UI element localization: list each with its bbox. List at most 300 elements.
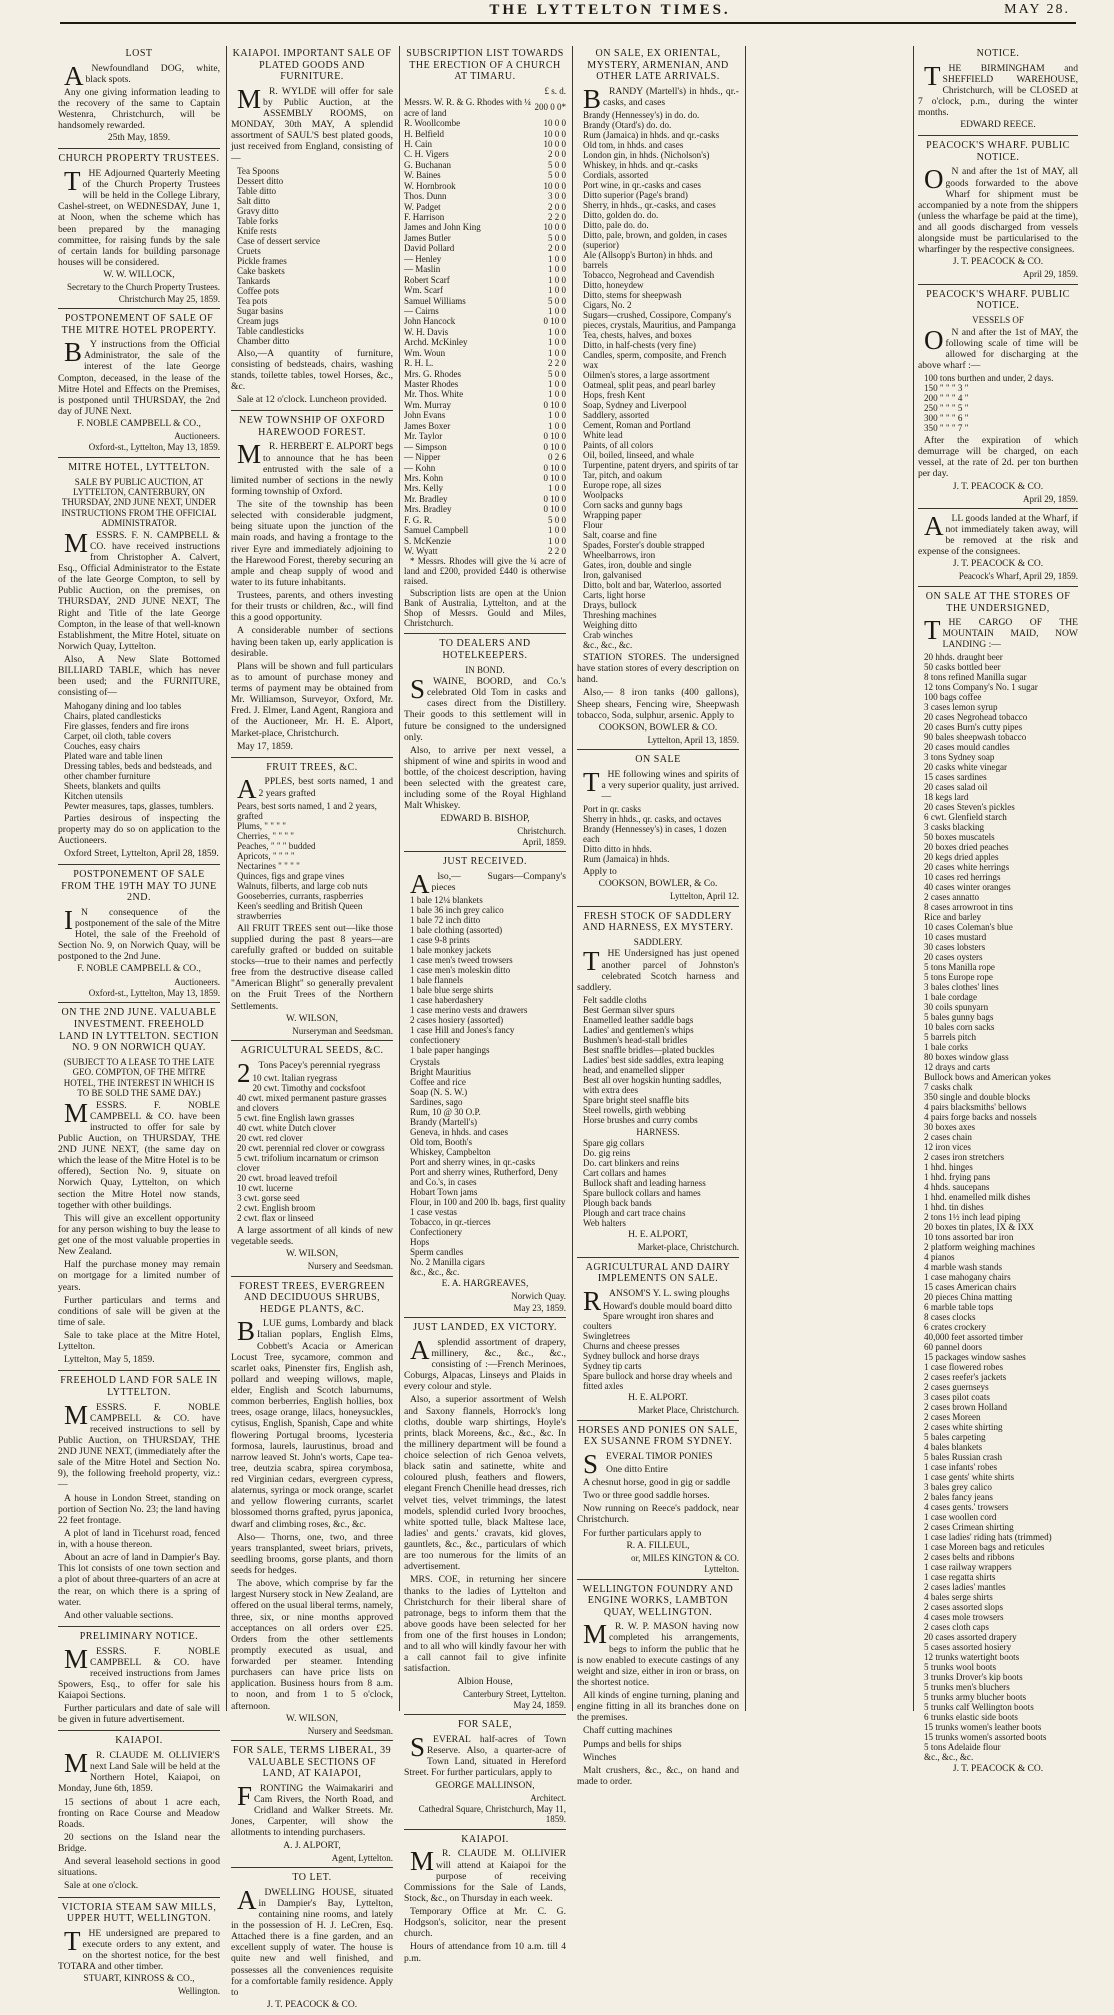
table-row bbox=[404, 275, 566, 285]
table-row bbox=[404, 327, 566, 337]
subscription-amount: 2 2 0 bbox=[548, 212, 566, 223]
ad-signature: H. E. ALPORT, bbox=[628, 1230, 688, 1241]
ad-paragraph: Also,— Sugars—Company's pieces bbox=[410, 869, 566, 900]
subscription-amount: 1 0 0 bbox=[548, 264, 566, 275]
list-item: 2 cases hosiery (assorted) bbox=[410, 1015, 504, 1026]
list-item: Sugar basins bbox=[237, 305, 284, 316]
list-item: Tea, chests, halves, and boxes bbox=[583, 330, 692, 341]
advertisement bbox=[404, 1834, 566, 1969]
list-item: 1 case Hill and Jones's fancy confectionery bbox=[410, 1025, 515, 1046]
subscriber-name: — Nipper bbox=[404, 452, 441, 463]
ad-signature: J. T. PEACOCK & CO. bbox=[952, 1764, 1044, 1775]
list-item: 15 trunks women's leather boots bbox=[924, 1722, 1042, 1733]
ad-signature: EDWARD REECE. bbox=[960, 120, 1036, 131]
list-item: Paints, of all colors bbox=[583, 440, 654, 451]
list-item: Bushmen's head-stall bridles bbox=[583, 1034, 688, 1045]
ad-paragraph: APPLES, best sorts named, 1 and 2 years grafted bbox=[237, 774, 393, 805]
list-item: 12 trunks watertight boots bbox=[924, 1652, 1020, 1663]
ad-heading: TO DEALERS AND HOTELKEEPERS. bbox=[439, 638, 531, 662]
list-item: 50 casks bottled beer bbox=[924, 662, 1001, 673]
list-item: 1 case flowered robes bbox=[924, 1362, 1004, 1373]
ad-paragraph: Malt crushers, &c., &c., on hand and made to order. bbox=[577, 1764, 739, 1787]
ad-signature: GEORGE MALLINSON, bbox=[435, 1780, 535, 1791]
list-item: 20 cases salad oil bbox=[924, 782, 988, 793]
advertisement bbox=[231, 1045, 393, 1276]
list-item: Coffee pots bbox=[237, 285, 280, 296]
list-item: 1 case haberdashery bbox=[410, 995, 484, 1006]
advertisement bbox=[577, 911, 739, 1258]
list-item: Sherry, in hhds., qr.-casks, and cases bbox=[583, 200, 716, 211]
list-item: Do. cart blinkers and reins bbox=[583, 1158, 680, 1169]
list-item: Tobacco, in qr.-tierces bbox=[410, 1217, 491, 1228]
ad-heading: ON SALE AT THE STORES OF THE UNDERSIGNED, bbox=[925, 590, 1071, 614]
subscription-amount: 10 0 0 bbox=[543, 128, 566, 139]
list-item: 20 cwt. red clover bbox=[237, 1132, 303, 1143]
list-item: 5 tons Manilla rope bbox=[924, 962, 995, 973]
list-item: Cream jugs bbox=[237, 315, 279, 326]
ad-heading: NOTICE. bbox=[976, 48, 1020, 59]
list-item: Tea pots bbox=[237, 295, 268, 306]
column-rule bbox=[745, 46, 746, 1711]
list-item: Walnuts, filberts, and large cob nuts bbox=[237, 880, 368, 891]
ad-signature: J. T. PEACOCK & CO. bbox=[952, 559, 1044, 570]
list-item: 1 case Moreen bags and reticules bbox=[924, 1542, 1045, 1553]
list-item: 2 cases reefer's jackets bbox=[924, 1372, 1007, 1383]
list-item: Spare gig collars bbox=[583, 1138, 645, 1149]
list-item: 8 cases clocks bbox=[924, 1312, 976, 1323]
list-item: 2 bales fancy jeans bbox=[924, 1492, 993, 1503]
ad-paragraph: Oxford Street, Lyttelton, April 28, 1859. bbox=[64, 847, 219, 859]
advertisement bbox=[918, 591, 1078, 1780]
subscription-amount: 10 0 0 bbox=[543, 180, 566, 191]
ad-signature: May 24, 1859. bbox=[513, 1700, 566, 1711]
list-item: 20 casks white vinegar bbox=[924, 762, 1008, 773]
subscriber-name: David Pollard bbox=[404, 243, 455, 254]
table-row bbox=[404, 170, 566, 180]
ad-paragraph: THE Undersigned has just opened another parcel of Johnston's celebrated Scotch harness and saddlery. bbox=[577, 946, 739, 993]
table-row bbox=[404, 504, 566, 514]
list-item: Saddlery, assorted bbox=[583, 410, 650, 421]
list-item: Spare wrought iron shares and coulters bbox=[583, 1311, 714, 1332]
list-item: 4 pianos bbox=[924, 1252, 955, 1263]
table-row bbox=[404, 536, 566, 546]
list-item: Ditto, bolt and bar, Waterloo, assorted bbox=[583, 580, 722, 591]
advertisement bbox=[918, 140, 1078, 285]
ad-paragraph: All FRUIT TREES sent out—like those supplied during the past 8 years—are carefully grafted or budded on suitable stocks—true to their names and perfectly free from the destructive disease called "American Blight" so generally prevalent on the Fruit Trees of the Northern Settlements. bbox=[231, 922, 393, 1012]
ad-paragraph: IN consequence of the postponement of the sale of the Mitre Hotel, the sale of the Freehold of Section No. 9, on Norwich Quay, will be postponed to the 2nd June. bbox=[58, 904, 220, 963]
list-item: 1 case men's moleskin ditto bbox=[410, 965, 511, 976]
table-row bbox=[404, 525, 566, 535]
subscription-amount: 0 10 0 bbox=[543, 493, 566, 504]
subscriber-name: Mr. Thos. White bbox=[404, 389, 464, 400]
item-list bbox=[231, 1073, 393, 1223]
list-item: Kitchen utensils bbox=[64, 790, 123, 801]
list-item: Bullock bows and American yokes bbox=[924, 1072, 1051, 1083]
ad-paragraph: Hours of attendance from 10 a.m. till 4 p.m. bbox=[404, 1941, 566, 1964]
ad-paragraph: Sale at 12 o'clock. Luncheon provided. bbox=[237, 394, 387, 406]
list-item: 30 boxes axes bbox=[924, 1122, 976, 1133]
subscription-footer: Subscription lists are open at the Union Bank of Australia, Lyttelton, and at the Shop of Messrs. Gould and Miles, Christchurch. bbox=[404, 588, 566, 629]
list-item: Spare bright steel snaffle bits bbox=[583, 1094, 689, 1105]
list-item: Horse brushes and curry combs bbox=[583, 1114, 698, 1125]
list-item: 1 hhd. hinges bbox=[924, 1162, 973, 1173]
ad-signature: F. NOBLE CAMPBELL & CO., bbox=[77, 964, 201, 975]
ad-paragraph: MESSRS. F. NOBLE CAMPBELL & CO. have received instructions to sell by Public Auction, on THURSDAY, THE 2ND JUNE NEXT, (immediately after the sale of the Mitre Hotel and Section No. 9), the following freehold property, viz.:— bbox=[58, 1399, 220, 1491]
ad-paragraph: A plot of land in Ticehurst road, fenced in, with a house thereon. bbox=[58, 1527, 220, 1551]
list-item: 350 " " " 7 " bbox=[924, 423, 969, 433]
ad-paragraph: SEVERAL half-acres of Town Reserve. Also, a quarter-acre of Town Land, situated in Hereford Street. For further particulars, apply to bbox=[404, 1732, 566, 1779]
ad-signature: April 29, 1859. bbox=[1023, 269, 1078, 280]
list-item: Case of dessert service bbox=[237, 235, 321, 246]
subscription-amount: 1 0 0 bbox=[548, 347, 566, 358]
table-row bbox=[404, 296, 566, 306]
list-item: Iron, galvanised bbox=[583, 570, 642, 581]
list-item: 4 marble wash stands bbox=[924, 1262, 1003, 1273]
ad-paragraph: A considerable number of sections having been taken up, early application is desirable. bbox=[231, 625, 393, 659]
subscription-amount: 5 0 0 bbox=[548, 170, 566, 181]
list-item: Peaches, " " " budded bbox=[237, 840, 316, 851]
subscription-amount: 0 10 0 bbox=[543, 316, 566, 327]
ad-paragraph: SWAINE, BOORD, and Co.'s celebrated Old Tom in casks and cases direct from the Distillery. Their goods to this settlement will in future be consigned to the undersigned only. bbox=[404, 674, 566, 743]
ad-paragraph: BY instructions from the Official Administrator, the sale of the interest of the late George Compton, deceased, in the lease of the Mitre Hotel and Effects on the Premises, is postponed until THURSDAY, the 2nd day of JUNE Next. bbox=[58, 337, 220, 417]
advertisement bbox=[58, 869, 220, 1003]
column-4 bbox=[577, 46, 739, 1787]
subscription-amount: 0 10 0 bbox=[543, 441, 566, 452]
ad-heading: MITRE HOTEL, LYTTELTON. bbox=[68, 461, 210, 473]
ad-paragraph: The site of the township has been selected with considerable judgment, being situate upon the junction of the main roads, and having a frontage to the river Eyre and immediately adjoining to the Harewood Forest, thereby securing an ample and cheap supply of wood and water to its future inhabitants. bbox=[231, 499, 393, 588]
ad-paragraph: After the expiration of which demurrage will be charged, on each vessel, at the rate of 2d. per ton burthen per day. bbox=[918, 435, 1078, 480]
subscriber-name: — Simpson bbox=[404, 441, 447, 452]
list-item: 2 cases cloth caps bbox=[924, 1622, 989, 1633]
table-row bbox=[404, 421, 566, 431]
table-row bbox=[404, 494, 566, 504]
advertisement bbox=[58, 313, 220, 458]
ad-paragraph: Winches bbox=[583, 1751, 617, 1763]
list-item: Felt saddle cloths bbox=[583, 994, 647, 1005]
ad-signature: Market-place, Christchurch. bbox=[637, 1242, 739, 1253]
list-item: Cherries, " " " " bbox=[237, 830, 295, 841]
column-rule bbox=[399, 46, 400, 1711]
advertisement bbox=[404, 1322, 566, 1715]
subscriber-name: John Hancock bbox=[404, 316, 456, 327]
list-item: 1 case gents' white shirts bbox=[924, 1472, 1015, 1483]
list-item: 2 tons 1½ inch lead piping bbox=[924, 1212, 1021, 1223]
list-item: 10 bales corn sacks bbox=[924, 1022, 995, 1033]
list-item: Plated ware and table linen bbox=[64, 750, 163, 761]
list-item: 20 cases oysters bbox=[924, 952, 983, 963]
ad-paragraph: A house in London Street, standing on portion of Section No. 23; the land having 22 feet frontage. bbox=[58, 1492, 221, 1526]
ad-signature: Canterbury Street, Lyttelton. bbox=[463, 1688, 566, 1699]
table-row bbox=[404, 202, 566, 212]
list-item: 12 drays and carts bbox=[924, 1062, 990, 1073]
list-item: 6 trunks elastic side boots bbox=[924, 1712, 1018, 1723]
ad-heading: KAIAPOI. IMPORTANT SALE OF PLATED GOODS AND FURNITURE. bbox=[232, 48, 392, 83]
subscriber-name: Mrs. G. Rhodes bbox=[404, 368, 462, 379]
ad-signature: Christchurch. bbox=[517, 825, 566, 836]
list-item: Web halters bbox=[583, 1218, 626, 1229]
list-item: Brandy (Otard's) do. do. bbox=[583, 120, 672, 131]
list-item: Churns and cheese presses bbox=[583, 1341, 680, 1352]
list-item: 10 cwt. lucerne bbox=[237, 1182, 293, 1193]
ad-heading: AGRICULTURAL SEEDS, &C. bbox=[240, 1045, 384, 1057]
masthead-date: MAY 28. bbox=[1004, 2, 1070, 17]
ad-paragraph: STATION STORES. The undersigned have station stores of every description on hand. bbox=[577, 652, 739, 686]
list-item: 8 tons refined Manilla sugar bbox=[924, 672, 1027, 683]
item-list bbox=[404, 895, 566, 1055]
list-item: 1 bale 72 inch ditto bbox=[410, 915, 481, 926]
ad-signature: STUART, KINROSS & CO., bbox=[83, 1974, 195, 1985]
list-item: 10 cases mustard bbox=[924, 932, 987, 943]
subscriber-name: Mrs. Bradley bbox=[404, 504, 452, 515]
list-item: Cake baskets bbox=[237, 265, 285, 276]
item-list bbox=[577, 110, 739, 650]
subscriber-name: W. Baines bbox=[404, 170, 441, 181]
ad-heading: CHURCH PROPERTY TRUSTEES. bbox=[58, 153, 220, 165]
list-item: Tankards bbox=[237, 275, 271, 286]
masthead bbox=[60, 0, 1076, 24]
ad-paragraph: Now running on Reece's paddock, near Christchurch. bbox=[577, 1503, 739, 1526]
subscriber-name: W. Padget bbox=[404, 201, 441, 212]
ad-signature: EDWARD B. BISHOP, bbox=[440, 813, 530, 824]
subscription-note: * Messrs. Rhodes will give the ¼ acre of land and £200, provided £440 is otherwise raised. bbox=[404, 556, 566, 587]
table-row bbox=[404, 233, 566, 243]
ad-paragraph: THE CARGO OF THE MOUNTAIN MAID, NOW LANDING :— bbox=[924, 615, 1078, 651]
list-item: 1 case men's tweed trowsers bbox=[410, 955, 513, 966]
ad-paragraph: One ditto Entire bbox=[606, 1463, 668, 1475]
list-item: 2 platform weighing machines bbox=[924, 1242, 1035, 1253]
list-item: 5 trunks wool boots bbox=[924, 1662, 996, 1673]
list-item: Ale (Allsopp's Burton) in hhds. and barrels bbox=[583, 250, 713, 271]
list-item: 90 bales sheepwash tobacco bbox=[924, 732, 1027, 743]
list-item: Ladies' best side saddles, extra leaping head, and enamelled slipper bbox=[583, 1054, 724, 1075]
list-item: Europe rope, all sizes bbox=[583, 480, 662, 491]
ad-paragraph: 2Tons Pacey's perennial ryegrass bbox=[237, 1057, 381, 1088]
ad-paragraph: MR. CLAUDE M. OLLIVIER'S next Land Sale will be held at the Northern Hotel, Kaiapoi, on Monday, June 6th, 1859. bbox=[58, 1748, 220, 1795]
column-rule bbox=[572, 46, 573, 1711]
advertisement bbox=[58, 1375, 220, 1627]
list-item: 15 packages window sashes bbox=[924, 1352, 1026, 1363]
column-5 bbox=[918, 46, 1078, 1775]
table-row bbox=[404, 129, 566, 139]
ad-heading: FOR SALE, bbox=[458, 1719, 512, 1731]
list-item: Ladies' and gentlemen's whips bbox=[583, 1024, 694, 1035]
ad-paragraph: And several leasehold sections in good situations. bbox=[58, 1856, 220, 1879]
ad-signature: Lyttelton, April 12. bbox=[670, 891, 739, 902]
list-item: 12 iron vices bbox=[924, 1142, 971, 1153]
list-item: 3 cases pilot coats bbox=[924, 1392, 990, 1403]
item-list bbox=[918, 373, 1078, 433]
subscriber-name: Archd. McKinley bbox=[404, 337, 468, 348]
subscription-amount: 200 0 0* bbox=[534, 102, 566, 113]
ad-signature: J. T. PEACOCK & CO. bbox=[952, 257, 1044, 268]
list-item: Plough and cart trace chains bbox=[583, 1208, 686, 1219]
list-item: 2 cases annatto bbox=[924, 892, 980, 903]
ad-paragraph: ON and after the 1st of MAY, the following scale of time will be allowed for discharging at the above wharf :— bbox=[918, 324, 1078, 371]
ad-paragraph: MR. WYLDE will offer for sale by Public Auction, at the ASSEMBLY ROOMS, on MONDAY, 30th MAY, A splendid assortment of SAUL'S best plated goods, just received from England, consisting of— bbox=[231, 83, 393, 164]
list-item: 3 cwt. gorse seed bbox=[237, 1192, 300, 1203]
table-row bbox=[404, 389, 566, 399]
list-item: Port wine, in qr.-casks and cases bbox=[583, 180, 701, 191]
list-item: Sheets, blankets and quilts bbox=[64, 780, 161, 791]
ad-signature: J. T. PEACOCK & CO. bbox=[266, 1999, 358, 2010]
list-item: 5 bales carpeting bbox=[924, 1432, 986, 1443]
ad-signature: Secretary to the Church Property Trustees. bbox=[67, 282, 220, 293]
list-item: Bullock shaft and leading harness bbox=[583, 1178, 706, 1189]
ad-paragraph: THE Adjourned Quarterly Meeting of the Church Property Trustees will be held in the College Library, Cashel-street, on WEDNESDAY, June 1, at Noon, when the scheme which has been prepared by the managing committee, for raising funds by the sale of certain lands for building parsonage houses will be considered. bbox=[58, 165, 220, 268]
ad-paragraph: MRS. COE, in returning her sincere thanks to the ladies of Lyttelton and Christchurch for their liberal share of patronage, begs to inform them that the above goods have been selected for her from one of the first houses in London; and to all who will kindly favour her with a call cannot fail to give infinite satisfaction. bbox=[404, 1574, 566, 1675]
subscription-amount: 5 0 0 bbox=[548, 159, 566, 170]
ad-signature: April 29, 1859. bbox=[1023, 493, 1078, 504]
list-item: 2 cases belts and ribbons bbox=[924, 1552, 1015, 1563]
ad-signature: Oxford-st., Lyttelton, May 13, 1859. bbox=[88, 987, 220, 998]
list-item: 15 trunks women's assorted boots bbox=[924, 1732, 1047, 1743]
subscriber-name: — Henley bbox=[404, 253, 442, 264]
list-item: Candles, sperm, composite, and French wax bbox=[583, 350, 727, 371]
ad-signature: Market Place, Christchurch. bbox=[638, 1405, 739, 1416]
ad-signature: W. WILSON, bbox=[286, 1713, 338, 1724]
table-row bbox=[404, 243, 566, 253]
advertisement bbox=[577, 1262, 739, 1421]
ad-heading: LOST bbox=[125, 48, 153, 59]
list-item: Sherry in hhds., qr. casks, and octaves bbox=[583, 814, 722, 825]
column-3 bbox=[404, 46, 566, 1964]
advertisement bbox=[918, 510, 1078, 587]
advertisement bbox=[231, 1872, 393, 2015]
subscription-amount: 1 0 0 bbox=[548, 285, 566, 296]
list-item: Sydney tip carts bbox=[583, 1361, 642, 1372]
list-item: 200 " " " 4 " bbox=[924, 393, 969, 403]
list-item: Ditto, in half-chests (very fine) bbox=[583, 340, 696, 351]
list-item: Cruets bbox=[237, 245, 261, 256]
ad-paragraph: SEVERAL TIMOR PONIES bbox=[583, 1448, 713, 1479]
ad-signature: H. E. ALPORT. bbox=[628, 1393, 688, 1404]
list-item: 15 cases American chairs bbox=[924, 1282, 1017, 1293]
list-item: Chamber ditto bbox=[237, 335, 290, 346]
list-item: Ditto, golden do. do. bbox=[583, 210, 659, 221]
list-item: 2 cases white shirting bbox=[924, 1422, 1003, 1433]
list-item: 18 kegs lard bbox=[924, 792, 969, 803]
table-row bbox=[404, 473, 566, 483]
list-item: Brandy (Hennessey's) in do. do. bbox=[583, 110, 700, 121]
list-item: 40 cases winter oranges bbox=[924, 882, 1011, 893]
subscription-amount: 1 0 0 bbox=[548, 326, 566, 337]
ad-heading: JUST LANDED, EX VICTORY. bbox=[413, 1322, 557, 1334]
list-item: Table ditto bbox=[237, 185, 277, 196]
ad-heading: HORSES AND PONIES ON SALE, EX SUSANNE FROM SYDNEY. bbox=[578, 1424, 738, 1448]
list-item: 15 cases sardines bbox=[924, 772, 987, 783]
subscriber-name: W. Wyatt bbox=[404, 546, 438, 557]
advertisement bbox=[58, 48, 220, 149]
ad-signature: Nurseryman and Seedsman. bbox=[292, 1025, 393, 1036]
advertisement bbox=[58, 1631, 220, 1731]
ad-paragraph: Asplendid assortment of drapery, millinery, &c., &c., &c., consisting of :—French Merinoes, Coburgs, Alpacas, Linseys and Plaids in every colour and style. bbox=[404, 1334, 566, 1393]
list-item: Old tom, in hhds. and cases bbox=[583, 140, 684, 151]
list-item: 3 trunks Drover's kip boots bbox=[924, 1672, 1023, 1683]
item-list bbox=[577, 804, 739, 864]
list-item: Old tom, Booth's bbox=[410, 1137, 473, 1148]
ad-paragraph: ANewfoundland DOG, white, black spots. bbox=[64, 60, 220, 91]
item-list bbox=[231, 166, 393, 346]
subscription-amount: 1 0 0 bbox=[548, 337, 566, 348]
list-item: 60 pannel doors bbox=[924, 1342, 983, 1353]
table-row bbox=[404, 452, 566, 462]
subscriber-name: Mr. Taylor bbox=[404, 431, 443, 442]
list-item: 2 cases ladies' mantles bbox=[924, 1582, 1006, 1593]
subscriber-name: Samuel Campbell bbox=[404, 525, 469, 536]
ad-signature: Auctioneers. bbox=[174, 431, 220, 442]
table-row bbox=[404, 348, 566, 358]
table-row bbox=[404, 316, 566, 326]
list-item: Corn sacks and gunny bags bbox=[583, 500, 683, 511]
subscription-table bbox=[404, 97, 566, 556]
subscription-amount: 1 0 0 bbox=[548, 253, 566, 264]
advertisement bbox=[58, 1735, 220, 1897]
subscriber-name: John Evans bbox=[404, 410, 446, 421]
subscriber-name: Wm. Woun bbox=[404, 347, 446, 358]
table-row bbox=[404, 358, 566, 368]
ad-heading: ON SALE bbox=[635, 754, 681, 766]
ad-heading: JUST RECEIVED. bbox=[442, 856, 528, 868]
subscription-amount: 0 10 0 bbox=[543, 504, 566, 515]
list-item: 3 cases lemon syrup bbox=[924, 702, 998, 713]
list-item: 1 hhd. frying pans bbox=[924, 1172, 991, 1183]
subscription-amount: 0 10 0 bbox=[543, 431, 566, 442]
list-item: Pewter measures, taps, glasses, tumblers. bbox=[64, 800, 214, 811]
subscription-amount: 10 0 0 bbox=[543, 138, 566, 149]
ad-signature: Cathedral Square, Christchurch, May 11, 1859. bbox=[418, 1804, 566, 1825]
list-item: 20 kegs dried apples bbox=[924, 852, 999, 863]
ad-signature: COOKSON, BOWLER & CO. bbox=[598, 722, 718, 733]
ad-paragraph: And other valuable sections. bbox=[64, 1609, 174, 1621]
subscriber-name: F. Harrison bbox=[404, 212, 445, 223]
list-item: Brandy (Hennessey's) in cases, 1 dozen each bbox=[583, 824, 727, 845]
subscription-amount: 2 2 0 bbox=[548, 546, 566, 557]
list-item: 100 tons burthen and under, 2 days. bbox=[924, 373, 1054, 383]
ad-paragraph: Two or three good saddle horses. bbox=[583, 1490, 710, 1502]
advertisement bbox=[577, 1584, 739, 1793]
ad-heading: KAIAPOI. bbox=[461, 1833, 509, 1845]
list-item: Port in qr. casks bbox=[583, 804, 642, 815]
list-item: Cigars, No. 2 bbox=[583, 300, 632, 311]
list-item: Oilmen's stores, a large assortment bbox=[583, 370, 710, 381]
list-item: 10 cases Coleman's blue bbox=[924, 922, 1013, 933]
table-row bbox=[404, 337, 566, 347]
table-row bbox=[404, 463, 566, 473]
subscriber-name: — Maslin bbox=[404, 264, 441, 275]
subscription-amount: 2 2 0 bbox=[548, 358, 566, 369]
list-item: Confectionery bbox=[410, 1227, 463, 1238]
item-list bbox=[231, 801, 393, 921]
ad-paragraph: Any one giving information leading to the recovery of the same to Captain Westenra, Christchurch, will be handsomely rewarded. bbox=[58, 86, 220, 132]
ad-heading: AGRICULTURAL AND DAIRY IMPLEMENTS ON SALE. bbox=[585, 1261, 731, 1285]
list-item: Rum, 10 @ 30 O.P. bbox=[410, 1107, 481, 1118]
list-item: Carts, light horse bbox=[583, 590, 646, 601]
list-item: 30 cases lobsters bbox=[924, 942, 986, 953]
ad-paragraph: Temporary Office at Mr. C. G. Hodgson's, solicitor, near the present church. bbox=[404, 1906, 566, 1940]
list-item: 5 trunks men's bluchers bbox=[924, 1682, 1010, 1693]
list-item: Tar, pitch, and oakum bbox=[583, 470, 663, 481]
list-item: Rum (Jamaica) in hhds. bbox=[583, 854, 670, 865]
ad-paragraph: A chesnut horse, good in gig or saddle bbox=[583, 1477, 731, 1488]
ad-heading: POSTPONEMENT OF SALE FROM THE 19TH MAY TO JUNE 2ND. bbox=[61, 869, 217, 904]
subscription-amount: 2 0 0 bbox=[548, 149, 566, 160]
ad-paragraph: MESSRS. F. N. CAMPBELL & CO. have received instructions from Christopher A. Calvert, Esq., Official Administrator to the Estate of the late George Compton, to sell by Public Auction, on the premises, on THURSDAY, 2ND JUNE NEXT, The Right and Title of the late George Compton, in the lease of that well-known Establishment, the Mitre Hotel, situate on Norwich Quay, Lyttelton. bbox=[58, 527, 220, 652]
list-item: Best snaffle bridles—plated buckles bbox=[583, 1044, 715, 1055]
table-row bbox=[404, 181, 566, 191]
subscriber-name: James Butler bbox=[404, 232, 451, 243]
list-item: Whiskey, in hhds. and qr.-casks bbox=[583, 160, 698, 171]
list-item: 12 tons Company's No. 1 sugar bbox=[924, 682, 1038, 693]
